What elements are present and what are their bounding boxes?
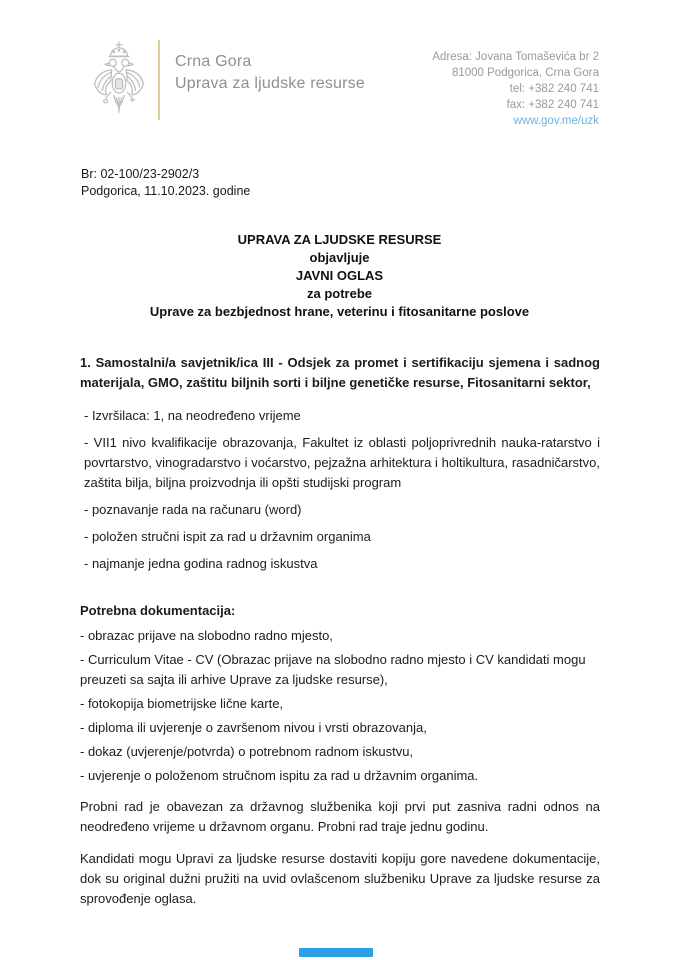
probation-paragraph: Probni rad je obavezan za državnog službenika koji prvi put zasniva radni odnos na neodređeno vrijeme u državnom organu. Probni rad traje jednu godinu. xyxy=(80,799,600,834)
documentation-item: - obrazac prijave na slobodno radno mjesto, xyxy=(80,628,333,643)
letterhead-address xyxy=(432,40,599,129)
org-country: Crna Gora xyxy=(175,53,252,70)
phone-number: tel: +382 240 741 xyxy=(509,83,599,95)
address-line-1: Adresa: Jovana Tomaševića br 2 xyxy=(432,51,599,63)
reference-block xyxy=(81,166,250,200)
title-line-agency: Uprave za bezbjednost hrane, veterinu i fitosanitarne poslove xyxy=(149,304,530,319)
date-place: Podgorica, 11.10.2023. godine xyxy=(81,184,251,198)
requirement-item: - VII1 nivo kvalifikacije obrazovanja, Fakultet iz oblasti poljoprivrednih nauka-ratarstvo i povrtarstvo, vinogradarstvo i voćarstvo, pejzažna arhitektura i holtikultura, rasadničarstvo, zaštita bilja, biljna proizvodnja ili opšti studijski program xyxy=(84,435,600,490)
org-name: Uprava za ljudske resurse xyxy=(175,75,365,92)
document-body xyxy=(80,353,600,921)
reference-number: Br: 02-100/23-2902/3 xyxy=(81,167,200,181)
montenegro-coat-of-arms-icon xyxy=(92,40,146,122)
title-line-issuer: UPRAVA ZA LJUDSKE RESURSE xyxy=(237,232,442,247)
documentation-item: - uvjerenje o položenom stručnom ispitu za rad u državnim organima. xyxy=(80,768,479,783)
title-line-verb: objavljuje xyxy=(309,250,370,265)
title-line-oglas: JAVNI OGLAS xyxy=(295,268,384,283)
title-line-za-potrebe: za potrebe xyxy=(306,286,372,301)
documentation-item: - fotokopija biometrijske lične karte, xyxy=(80,696,284,711)
announcement-title xyxy=(0,231,679,321)
letterhead xyxy=(92,40,599,129)
address-line-2: 81000 Podgorica, Crna Gora xyxy=(451,67,599,79)
documentation-item: - Curriculum Vitae - CV (Obrazac prijave na slobodno radno mjesto i CV kandidati mogu preuzeti sa sajta ili arhive Uprave za ljudske resurse), xyxy=(80,652,586,687)
website-link[interactable]: www.gov.me/uzk xyxy=(513,115,599,127)
documentation-item: - diploma ili uvjerenje o završenom nivou i vrsti obrazovanja, xyxy=(80,720,427,735)
requirement-item: - najmanje jedna godina radnog iskustva xyxy=(84,556,318,571)
requirement-item: - Izvršilaca: 1, na neodređeno vrijeme xyxy=(84,408,301,423)
job-position-heading: 1. Samostalni/a savjetnik/ica III - Odsjek za promet i sertifikaciju sjemena i sadnog materijala, GMO, zaštitu biljnih sorti i biljne genetičke resurse, Fitosanitarni sektor, xyxy=(80,355,600,390)
bottom-blue-marker-bar xyxy=(299,948,373,957)
org-title xyxy=(175,40,365,95)
fax-number: fax: +382 240 741 xyxy=(506,99,599,111)
requirement-item: - poznavanje rada na računaru (word) xyxy=(84,502,302,517)
documentation-heading: Potrebna dokumentacija: xyxy=(80,603,236,618)
documentation-item: - dokaz (uvjerenje/potvrda) o potrebnom radnom iskustvu, xyxy=(80,744,414,759)
candidates-paragraph: Kandidati mogu Upravi za ljudske resurse dostaviti kopiju gore navedene dokumentacije, dok su original dužni pružiti na uvid ovlašcenom službeniku Uprave za ljudske resurse za sprovođenje oglasa. xyxy=(80,851,600,906)
requirement-item: - položen stručni ispit za rad u državnim organima xyxy=(84,529,371,544)
letterhead-divider xyxy=(158,40,160,120)
